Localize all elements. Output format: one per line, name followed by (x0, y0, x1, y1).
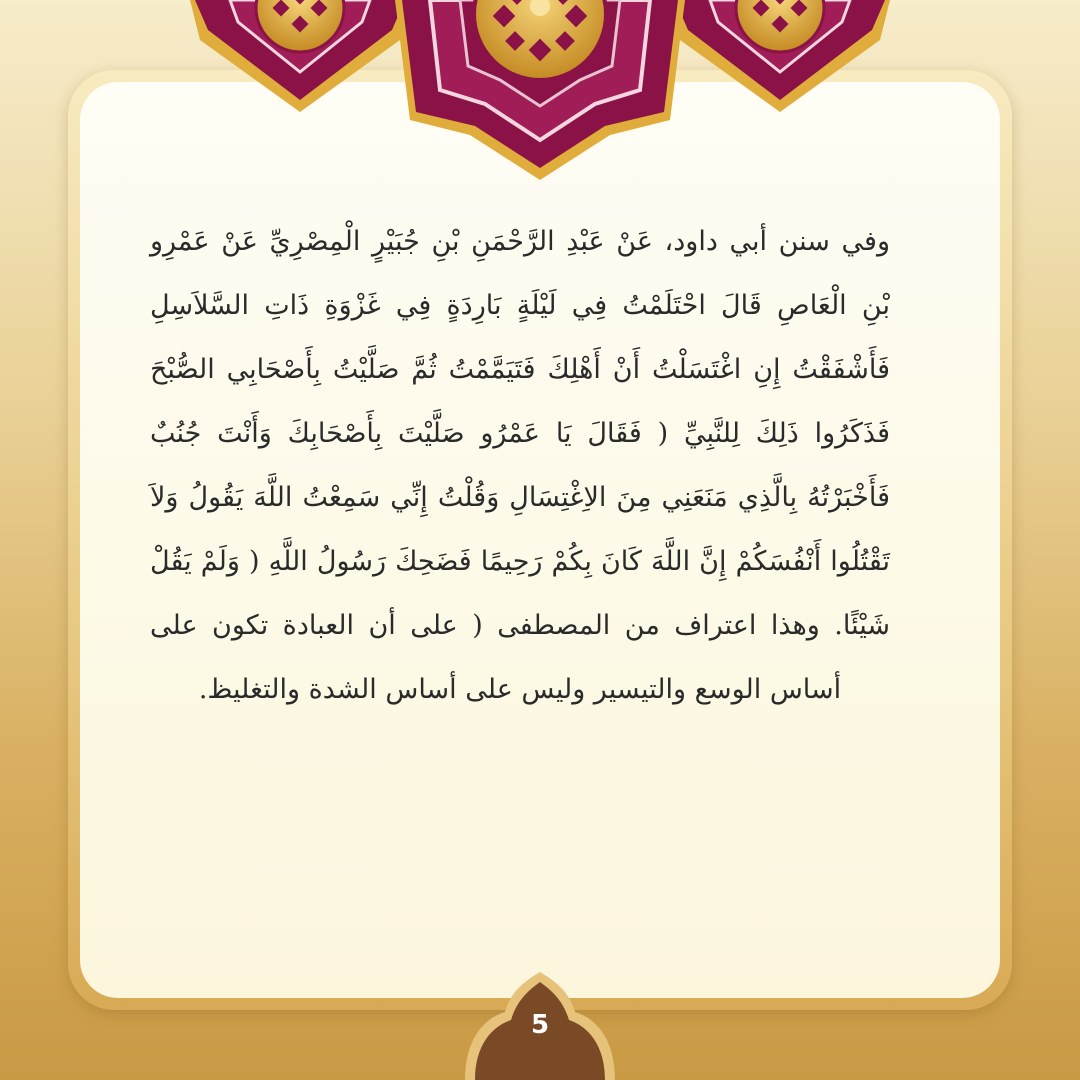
left-rosette-icon (190, 0, 410, 112)
top-ornament (0, 0, 1080, 200)
right-rosette-icon (670, 0, 890, 112)
page-number: 5 (530, 1010, 550, 1040)
hadith-paragraph: وفي سنن أبي داود، عَنْ عَبْدِ الرَّحْمَنِ بْنِ جُبَيْرٍ الْمِصْرِيِّ عَنْ عَمْرِو بْنِ الْعَاصِ قَالَ احْتَلَمْتُ فِي لَيْلَةٍ بَارِدَةٍ فِي غَزْوَةِ ذَاتِ السَّلاَسِلِ فَأَشْفَقْتُ إِنِ اغْتَسَلْتُ أَنْ أَهْلِكَ فَتَيَمَّمْتُ ثُمَّ صَلَّيْتُ بِأَصْحَابِي الصُّبْحَ فَذَكَرُوا ذَلِكَ لِلنَّبِيِّ ( فَقَالَ يَا عَمْرُو صَلَّيْتَ بِأَصْحَابِكَ وَأَنْتَ جُنُبٌ فَأَخْبَرْتُهُ بِالَّذِي مَنَعَنِي مِنَ الاِغْتِسَالِ وَقُلْتُ إِنِّي سَمِعْتُ اللَّهَ يَقُولُ وَلاَ تَقْتُلُوا أَنْفُسَكُمْ إِنَّ اللَّهَ كَانَ بِكُمْ رَحِيمًا فَضَحِكَ رَسُولُ اللَّهِ ( وَلَمْ يَقُلْ شَيْئًا. وهذا اعتراف من المصطفى ( على أن العبادة تكون على أساس الوسع والتيسير وليس على أساس الشدة والتغليظ. (150, 226, 890, 705)
center-rosette-icon (395, 0, 685, 180)
